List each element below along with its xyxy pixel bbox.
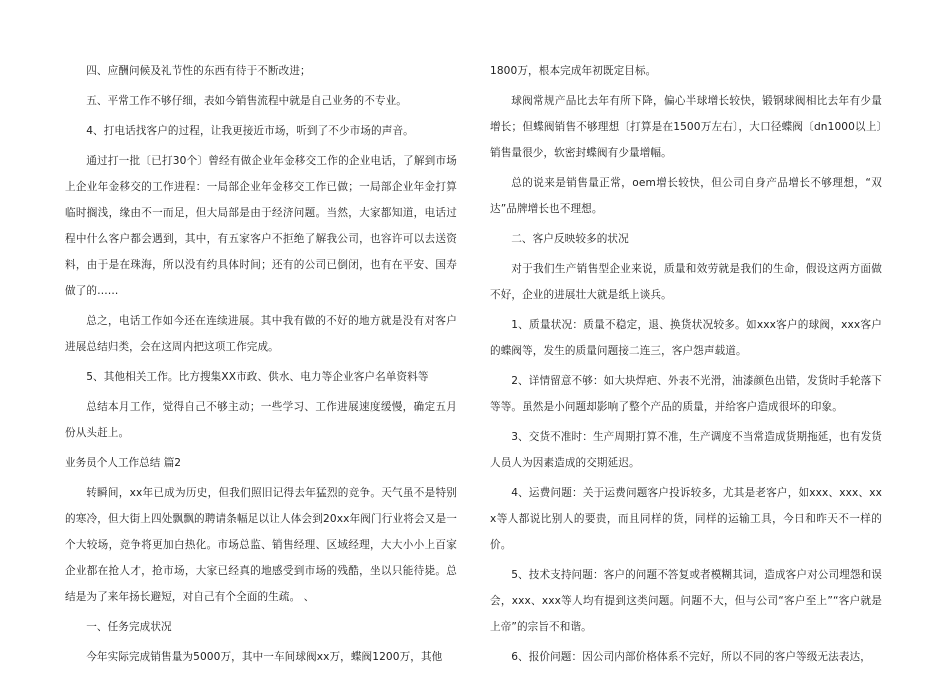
section-title: 业务员个人工作总结 篇2 <box>65 457 182 469</box>
paragraph: 1、质量状况：质量不稳定，退、换货状况较多。如xxx客户的球阀，xxx客户的蝶阀等，发生的质量问题接二连三，客户怨声载道。 <box>490 319 882 357</box>
paragraph: 2、详情留意不够：如大块焊疤、外表不光滑，油漆颜色出错，发货时手轮落下等等。虽然是小问题却影响了整个产品的质量，并给客户造成很坏的印象。 <box>490 375 882 413</box>
paragraph: 4、打电话找客户的过程，让我更接近市场，听到了不少市场的声音。 <box>86 125 414 137</box>
paragraph: 今年实际完成销售量为5000万，其中一车间球阀xx万，蝶阀1200万，其他 <box>86 651 443 663</box>
paragraph: 4、运费问题：关于运费问题客户投诉较多，尤其是老客户，如xxx、xxx、xxx等人都说比别人的要贵，而且同样的货，同样的运输工具，今日和昨天不一样的价。 <box>490 487 882 551</box>
paragraph: 总结本月工作，觉得自己不够主动；一些学习、工作进展速度缓慢，确定五月份从头赶上。 <box>65 401 457 439</box>
paragraph: 1800万，根本完成年初既定目标。 <box>490 65 657 77</box>
paragraph: 球阀常规产品比去年有所下降，偏心半球增长较快，锻钢球阀相比去年有少量增长；但蝶阀销售不够理想〔打算是在1500万左右〕，大口径蝶阀〔dn1000以上〕销售量很少，软密封蝶阀有少量增幅。 <box>490 95 882 159</box>
paragraph: 五、平常工作不够仔细，表如今销售流程中就是自己业务的不专业。 <box>86 95 407 107</box>
paragraph: 总之，电话工作如今还在连续进展。其中我有做的不好的地方就是没有对客户进展总结归类，会在这周内把这项工作完成。 <box>65 315 457 353</box>
paragraph: 通过打一批〔已打30个〕曾经有做企业年金移交工作的企业电话，了解到市场上企业年金移交的工作进程：一局部企业年金移交工作已做；一局部企业年金打算临时搁浅，缘由不一而足，但大局部是由于经济问题。当然，大家都知道，电话过程中什么客户都会遇到，其中，有五家客户不拒绝了解我公司，也容许可以去送资料，由于是在珠海，所以没有约具体时间；还有的公司已倒闭，也有在平安、国寿做了的…… <box>65 155 457 297</box>
paragraph: 对于我们生产销售型企业来说，质量和效劳就是我们的生命，假设这两方面做不好，企业的进展壮大就是纸上谈兵。 <box>490 263 882 301</box>
paragraph: 转瞬间，xx年已成为历史，但我们照旧记得去年猛烈的竞争。天气虽不是特别的寒冷，但大街上四处飘飘的聘请条幅足以让人体会到20xx年阀门行业将会又是一个大较场，竞争将更加白热化。市场总监、销售经理、区域经理，大大小小上百家企业都在抢人才，抢市场，大家已经真的地感受到市场的残酷，坐以只能待毙。总结是为了来年扬长避短，对自己有个全面的生疏。 、 <box>65 487 457 603</box>
paragraph: 5、技术支持问题：客户的问题不答复或者模糊其词，造成客户对公司埋怨和误会，xxx、xxx等人均有提到这类问题。问题不大，但与公司“客户至上”“客户就是上帝”的宗旨不和谐。 <box>490 569 882 633</box>
right-column <box>490 58 882 674</box>
section-heading: 二、客户反映较多的状况 <box>511 233 629 245</box>
left-column <box>65 58 457 674</box>
paragraph: 总的说来是销售量正常，oem增长较快，但公司自身产品增长不够理想，“双达”品牌增长也不理想。 <box>490 177 882 215</box>
paragraph: 四、应酬问候及礼节性的东西有待于不断改进； <box>86 65 311 77</box>
paragraph: 6、报价问题：因公司内部价格体系不完好，所以不同的客户等级无法表达， <box>511 651 871 663</box>
paragraph: 3、交货不准时：生产周期打算不准，生产调度不当常造成货期拖延，也有发货人员人为因素造成的交期延迟。 <box>490 431 882 469</box>
paragraph: 5、其他相关工作。比方搜集XX市政、供水、电力等企业客户名单资料等 <box>86 371 429 383</box>
section-heading: 一、任务完成状况 <box>86 621 172 633</box>
